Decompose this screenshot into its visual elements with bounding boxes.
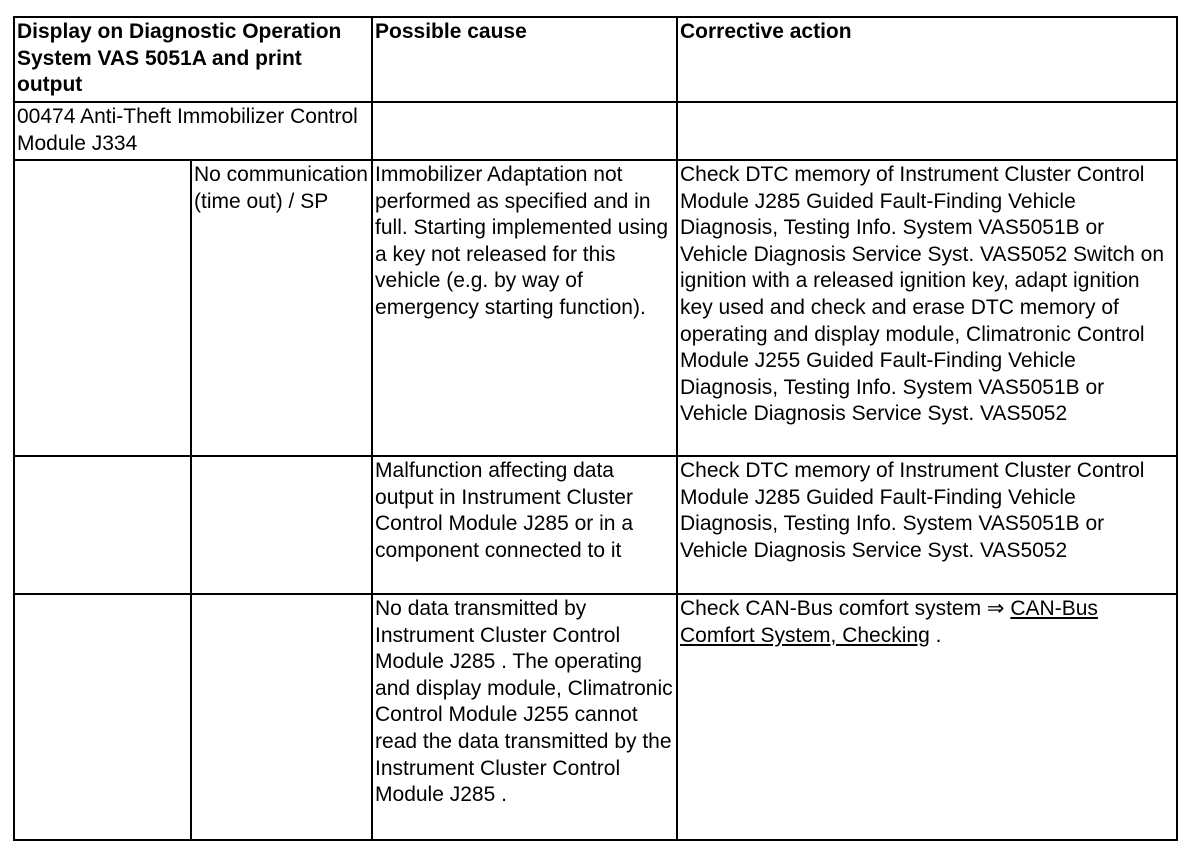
action-suffix: . xyxy=(929,623,942,647)
header-possible-cause: Possible cause xyxy=(372,17,677,102)
can-bus-check-link[interactable]: CAN-Bus Comfort System, Checking xyxy=(680,597,1098,647)
fault-cell xyxy=(191,456,372,594)
module-cause-cell xyxy=(372,102,677,160)
action-cell xyxy=(677,594,1177,840)
header-corrective-action: Corrective action xyxy=(677,17,1177,102)
action-text: Check CAN-Bus comfort system ⇒ xyxy=(680,597,1011,620)
module-row xyxy=(14,102,1177,160)
action-cell: Check DTC memory of Instrument Cluster Control Module J285 Guided Fault-Finding Vehicle Diagnosis, Testing Info. System VAS5051B or Vehicle Diagnosis Service Syst. VAS5052 xyxy=(677,456,1177,594)
code-cell xyxy=(14,160,191,456)
cause-cell: No data transmitted by Instrument Cluster Control Module J285 . The operating and display module, Climatronic Control Module J255 cannot read the data transmitted by the Instrument Cluster Control Module J285 . xyxy=(372,594,677,840)
cause-cell: Malfunction affecting data output in Instrument Cluster Control Module J285 or in a component connected to it xyxy=(372,456,677,594)
header-display: Display on Diagnostic Operation System VAS 5051A and print output xyxy=(14,17,372,102)
table-header-row xyxy=(14,17,1177,102)
module-cell: 00474 Anti-Theft Immobilizer Control Module J334 xyxy=(14,102,372,160)
table-row xyxy=(14,456,1177,594)
table-row xyxy=(14,160,1177,456)
table-row xyxy=(14,594,1177,840)
action-cell: Check DTC memory of Instrument Cluster Control Module J285 Guided Fault-Finding Vehicle Diagnosis, Testing Info. System VAS5051B or Vehicle Diagnosis Service Syst. VAS5052 Switch on ignition with a released ignition key, adapt ignition key used and check and erase DTC memory of operating and display module, Climatronic Control Module J255 Guided Fault-Finding Vehicle Diagnosis, Testing Info. System VAS5051B or Vehicle Diagnosis Service Syst. VAS5052 xyxy=(677,160,1177,456)
fault-cell: No communication (time out) / SP xyxy=(191,160,372,456)
code-cell xyxy=(14,456,191,594)
module-action-cell xyxy=(677,102,1177,160)
code-cell xyxy=(14,594,191,840)
cause-cell: Immobilizer Adaptation not performed as specified and in full. Starting implemented using a key not released for this vehicle (e.g. by way of emergency starting function). xyxy=(372,160,677,456)
diagnostic-table xyxy=(13,16,1178,841)
fault-cell xyxy=(191,594,372,840)
